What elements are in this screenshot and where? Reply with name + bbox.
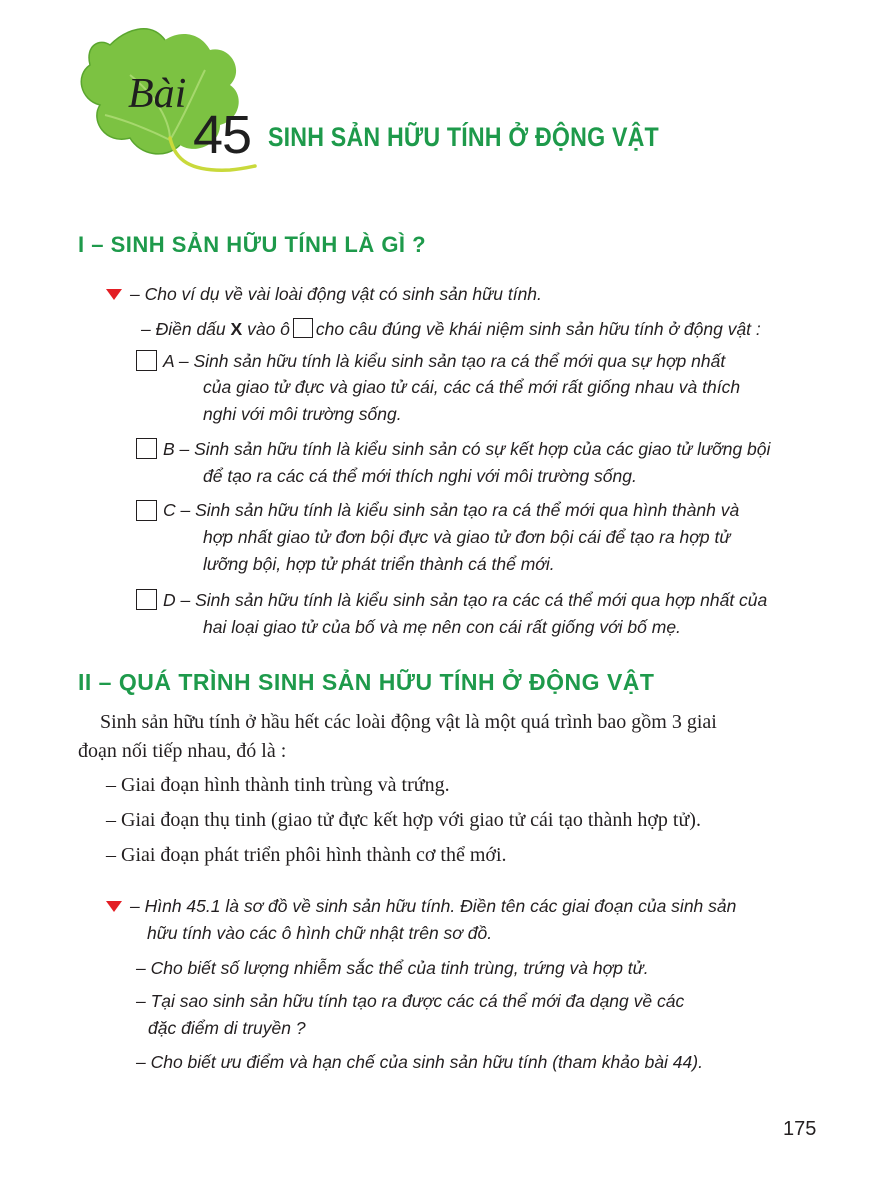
option-a-line-2: của giao tử đực và giao tử cái, các cá thể mới rất giống nhau và thích bbox=[203, 377, 741, 397]
option-b-line-2: để tạo ra các cá thể mới thích nghi với môi trường sống. bbox=[203, 466, 637, 486]
page-number: 175 bbox=[783, 1118, 817, 1140]
inline-checkbox-icon bbox=[293, 318, 313, 338]
section-2-intro-line-2: đoạn nối tiếp nhau, đó là : bbox=[78, 740, 287, 762]
section-2-question-1-line-2: hữu tính vào các ô hình chữ nhật trên sơ đồ. bbox=[147, 923, 493, 943]
section-2-heading: II – QUÁ TRÌNH SINH SẢN HỮU TÍNH Ở ĐỘNG VẬT bbox=[78, 669, 655, 695]
option-c-line-3: lưỡng bội, hợp tử phát triển thành cá thể mới. bbox=[203, 554, 555, 574]
stage-1: – Giai đoạn hình thành tinh trùng và trứng. bbox=[106, 774, 450, 796]
page-title: SINH SẢN HỮU TÍNH Ở ĐỘNG VẬT bbox=[268, 122, 659, 152]
section-2-question-4: – Cho biết ưu điểm và hạn chế của sinh sản hữu tính (tham khảo bài 44). bbox=[136, 1052, 703, 1072]
stage-3: – Giai đoạn phát triển phôi hình thành cơ thể mới. bbox=[106, 844, 507, 866]
stage-2: – Giai đoạn thụ tinh (giao tử đực kết hợp với giao tử cái tạo thành hợp tử). bbox=[106, 809, 701, 831]
section-2-question-1-line-1: – Hình 45.1 là sơ đồ về sinh sản hữu tính. Điền tên các giai đoạn của sinh sản bbox=[130, 896, 737, 916]
lesson-number: 45 bbox=[193, 105, 252, 165]
option-b-line-1: B – Sinh sản hữu tính là kiểu sinh sản có sự kết hợp của các giao tử lưỡng bội bbox=[163, 439, 771, 459]
option-c-checkbox[interactable] bbox=[136, 500, 157, 521]
option-d-line-2: hai loại giao tử của bố và mẹ nên con cái rất giống với bố mẹ. bbox=[203, 617, 681, 637]
option-c-line-1: C – Sinh sản hữu tính là kiểu sinh sản tạo ra cá thể mới qua hình thành và bbox=[163, 500, 740, 520]
option-d-line-1: D – Sinh sản hữu tính là kiểu sinh sản tạo ra các cá thể mới qua hợp nhất của bbox=[163, 590, 768, 610]
option-b-checkbox[interactable] bbox=[136, 438, 157, 459]
section-2-question-2: – Cho biết số lượng nhiễm sắc thể của tinh trùng, trứng và hợp tử. bbox=[136, 958, 649, 978]
section-1-heading: I – SINH SẢN HỮU TÍNH LÀ GÌ ? bbox=[78, 232, 427, 257]
lesson-label: Bài bbox=[128, 71, 187, 117]
question-2-text-after: cho câu đúng về khái niệm sinh sản hữu tính ở động vật : bbox=[315, 319, 761, 339]
question-2-text-before: – Điền dấu bbox=[141, 319, 226, 339]
option-a-line-3: nghi với môi trường sống. bbox=[203, 404, 402, 424]
option-c-line-2: hợp nhất giao tử đơn bội đực và giao tử đơn bội cái để tạo ra hợp tử bbox=[203, 527, 731, 547]
section-2-question-3-line-2: đặc điểm di truyền ? bbox=[148, 1018, 306, 1038]
bullet-triangle-icon bbox=[106, 901, 122, 912]
section-2-question-3-line-1: – Tại sao sinh sản hữu tính tạo ra được các cá thể mới đa dạng về các bbox=[136, 991, 685, 1011]
option-d-checkbox[interactable] bbox=[136, 589, 157, 610]
section-2-intro-line-1: Sinh sản hữu tính ở hầu hết các loài động vật là một quá trình bao gồm 3 giai bbox=[100, 711, 717, 733]
bullet-triangle-icon bbox=[106, 289, 122, 300]
section-1-question-1: – Cho ví dụ về vài loài động vật có sinh sản hữu tính. bbox=[130, 284, 542, 304]
option-a-line-1: A – Sinh sản hữu tính là kiểu sinh sản tạo ra cá thể mới qua sự hợp nhất bbox=[163, 351, 726, 371]
section-1-question-2 bbox=[141, 318, 761, 340]
question-2-text-mid: vào ô bbox=[247, 319, 290, 339]
x-mark: X bbox=[230, 319, 243, 339]
option-a-checkbox[interactable] bbox=[136, 350, 157, 371]
